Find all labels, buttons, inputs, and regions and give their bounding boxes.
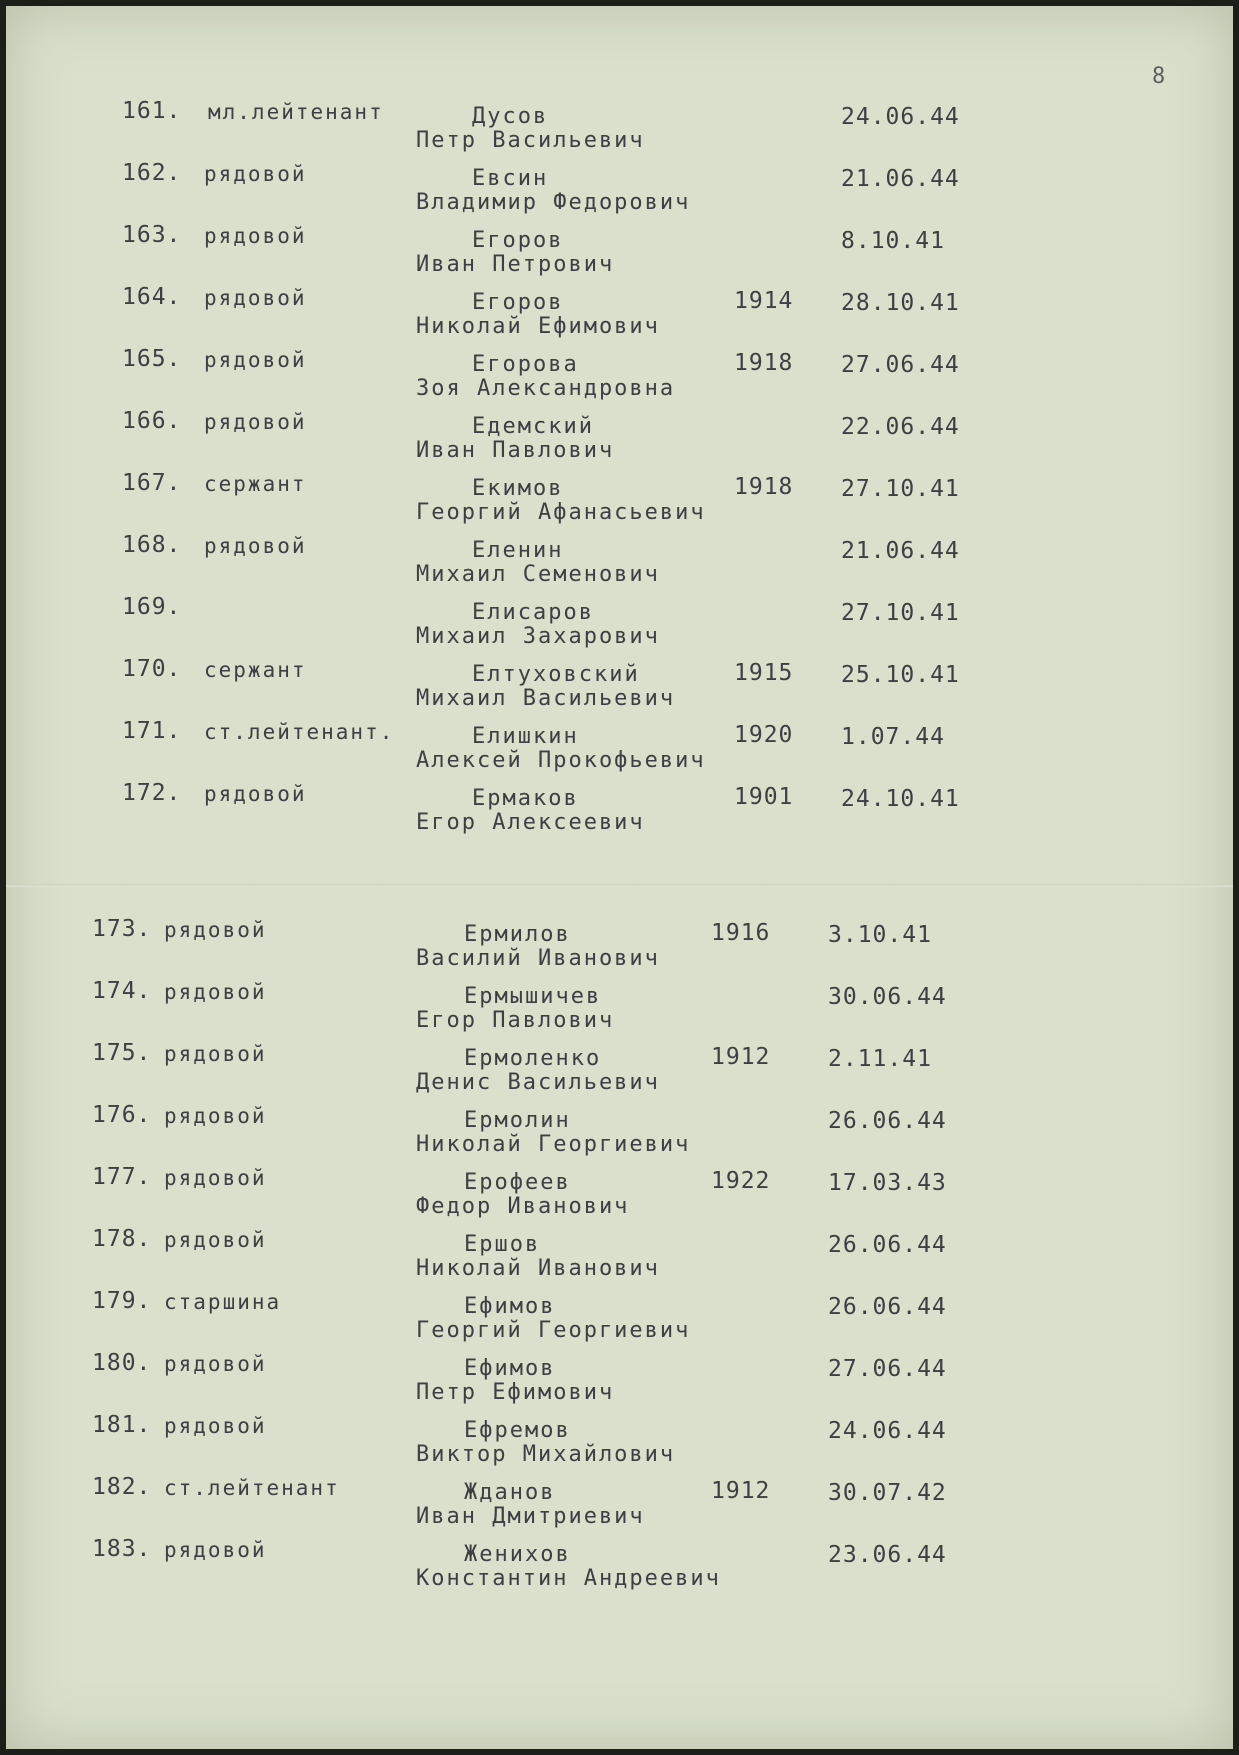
- entry-surname: Елишкин: [472, 724, 579, 749]
- roster-entry: [6, 1536, 1233, 1596]
- roster-entry: [6, 1412, 1233, 1472]
- entry-date: 27.06.44: [841, 352, 960, 378]
- entry-given-names: Иван Петрович: [416, 252, 615, 277]
- entry-number: 162.: [122, 160, 182, 186]
- document-page: [6, 6, 1233, 1749]
- roster-entry: [6, 718, 1233, 778]
- roster-entry: [6, 1164, 1233, 1224]
- roster-entry: [6, 408, 1233, 468]
- entry-number: 170.: [122, 656, 182, 682]
- roster-entry: [6, 978, 1233, 1038]
- entry-number: 164.: [122, 284, 182, 310]
- entry-date: 26.06.44: [828, 1232, 947, 1258]
- entry-number: 167.: [122, 470, 182, 496]
- roster-entry: [6, 1288, 1233, 1348]
- entry-surname: Жданов: [464, 1480, 556, 1505]
- entry-surname: Ефремов: [464, 1418, 571, 1443]
- entry-given-names: Денис Васильевич: [416, 1070, 660, 1095]
- entry-rank: сержант: [204, 472, 307, 496]
- entry-surname: Елтуховский: [472, 662, 640, 687]
- entry-number: 166.: [122, 408, 182, 434]
- roster-entry: [6, 160, 1233, 220]
- entry-birth-year: 1912: [711, 1478, 771, 1504]
- entry-surname: Еленин: [472, 538, 564, 563]
- entry-number: 161.: [122, 98, 182, 124]
- entry-surname: Ермаков: [472, 786, 579, 811]
- entry-rank: рядовой: [204, 162, 307, 186]
- entry-date: 30.06.44: [828, 984, 947, 1010]
- entry-date: 21.06.44: [841, 538, 960, 564]
- entry-number: 165.: [122, 346, 182, 372]
- roster-entry: [6, 1474, 1233, 1534]
- entry-rank: рядовой: [164, 1166, 267, 1190]
- entry-surname: Ерофеев: [464, 1170, 571, 1195]
- entry-number: 183.: [92, 1536, 152, 1562]
- entry-date: 27.10.41: [841, 600, 960, 626]
- entry-given-names: Егор Павлович: [416, 1008, 615, 1033]
- roster-entry: [6, 98, 1233, 158]
- roster-entry: [6, 470, 1233, 530]
- entry-surname: Евсин: [472, 166, 549, 191]
- entry-rank: рядовой: [164, 1538, 267, 1562]
- entry-rank: рядовой: [164, 1352, 267, 1376]
- roster-entry: [6, 916, 1233, 976]
- entry-surname: Егоров: [472, 290, 564, 315]
- roster-entry: [6, 346, 1233, 406]
- entry-given-names: Владимир Федорович: [416, 190, 691, 215]
- entry-rank: рядовой: [164, 918, 267, 942]
- entry-rank: рядовой: [164, 1414, 267, 1438]
- entry-number: 173.: [92, 916, 152, 942]
- entry-given-names: Иван Дмитриевич: [416, 1504, 645, 1529]
- entry-rank: рядовой: [164, 980, 267, 1004]
- entry-given-names: Егор Алексеевич: [416, 810, 645, 835]
- roster-entry: [6, 1350, 1233, 1410]
- entry-rank: рядовой: [164, 1042, 267, 1066]
- entry-number: 177.: [92, 1164, 152, 1190]
- entry-birth-year: 1914: [734, 288, 794, 314]
- entry-date: 2.11.41: [828, 1046, 932, 1072]
- entry-number: 182.: [92, 1474, 152, 1500]
- entry-surname: Ермышичев: [464, 984, 602, 1009]
- entry-birth-year: 1922: [711, 1168, 771, 1194]
- entry-number: 171.: [122, 718, 182, 744]
- entry-rank: ст.лейтенант: [164, 1476, 340, 1500]
- entry-rank: рядовой: [164, 1104, 267, 1128]
- entry-surname: Ершов: [464, 1232, 541, 1257]
- entry-surname: Ефимов: [464, 1356, 556, 1381]
- entry-number: 178.: [92, 1226, 152, 1252]
- entry-surname: Дусов: [472, 104, 549, 129]
- entry-given-names: Федор Иванович: [416, 1194, 630, 1219]
- entry-surname: Едемский: [472, 414, 594, 439]
- entry-date: 24.10.41: [841, 786, 960, 812]
- entry-date: 26.06.44: [828, 1108, 947, 1134]
- entry-given-names: Николай Иванович: [416, 1256, 660, 1281]
- entry-surname: Ермилов: [464, 922, 571, 947]
- entry-rank: мл.лейтенант: [208, 100, 384, 124]
- roster-entry: [6, 1040, 1233, 1100]
- paper-fold-line: [6, 884, 1233, 887]
- entry-surname: Ермоленко: [464, 1046, 602, 1071]
- entry-date: 8.10.41: [841, 228, 945, 254]
- roster-entry: [6, 594, 1233, 654]
- entry-number: 179.: [92, 1288, 152, 1314]
- entry-number: 176.: [92, 1102, 152, 1128]
- entry-surname: Ефимов: [464, 1294, 556, 1319]
- entry-rank: рядовой: [204, 286, 307, 310]
- entry-surname: Ермолин: [464, 1108, 571, 1133]
- entry-date: 23.06.44: [828, 1542, 947, 1568]
- roster-entry: [6, 284, 1233, 344]
- entry-date: 21.06.44: [841, 166, 960, 192]
- entry-number: 169.: [122, 594, 182, 620]
- entry-given-names: Иван Павлович: [416, 438, 615, 463]
- entry-date: 28.10.41: [841, 290, 960, 316]
- entry-birth-year: 1912: [711, 1044, 771, 1070]
- entry-date: 26.06.44: [828, 1294, 947, 1320]
- entry-rank: рядовой: [204, 348, 307, 372]
- entry-surname: Екимов: [472, 476, 564, 501]
- entry-date: 27.10.41: [841, 476, 960, 502]
- entry-given-names: Георгий Георгиевич: [416, 1318, 691, 1343]
- roster-entry: [6, 656, 1233, 716]
- entry-birth-year: 1915: [734, 660, 794, 686]
- entry-number: 172.: [122, 780, 182, 806]
- entry-rank: старшина: [164, 1290, 282, 1314]
- entry-birth-year: 1918: [734, 350, 794, 376]
- entry-rank: рядовой: [164, 1228, 267, 1252]
- entry-rank: рядовой: [204, 534, 307, 558]
- entry-number: 174.: [92, 978, 152, 1004]
- roster-entry: [6, 1226, 1233, 1286]
- entry-given-names: Константин Андреевич: [416, 1566, 721, 1591]
- entry-date: 3.10.41: [828, 922, 932, 948]
- entry-number: 168.: [122, 532, 182, 558]
- entry-rank: ст.лейтенант.: [204, 720, 395, 744]
- entry-date: 22.06.44: [841, 414, 960, 440]
- entry-given-names: Николай Георгиевич: [416, 1132, 691, 1157]
- roster-entry: [6, 532, 1233, 592]
- entry-date: 27.06.44: [828, 1356, 947, 1382]
- page-number: 8: [1152, 64, 1166, 89]
- entry-surname: Елисаров: [472, 600, 594, 625]
- entry-given-names: Михаил Васильевич: [416, 686, 676, 711]
- entry-given-names: Зоя Александровна: [416, 376, 676, 401]
- roster-entry: [6, 780, 1233, 840]
- entry-given-names: Николай Ефимович: [416, 314, 660, 339]
- entry-date: 30.07.42: [828, 1480, 947, 1506]
- entry-rank: рядовой: [204, 782, 307, 806]
- entry-date: 24.06.44: [841, 104, 960, 130]
- entry-given-names: Виктор Михайлович: [416, 1442, 676, 1467]
- entry-given-names: Василий Иванович: [416, 946, 660, 971]
- entry-rank: рядовой: [204, 410, 307, 434]
- entry-given-names: Георгий Афанасьевич: [416, 500, 706, 525]
- entry-given-names: Михаил Захарович: [416, 624, 660, 649]
- entry-birth-year: 1901: [734, 784, 794, 810]
- entry-number: 181.: [92, 1412, 152, 1438]
- entry-date: 1.07.44: [841, 724, 945, 750]
- roster-entry: [6, 1102, 1233, 1162]
- entry-date: 25.10.41: [841, 662, 960, 688]
- entry-given-names: Алексей Прокофьевич: [416, 748, 706, 773]
- entry-rank: рядовой: [204, 224, 307, 248]
- entry-surname: Женихов: [464, 1542, 571, 1567]
- entry-surname: Егорова: [472, 352, 579, 377]
- entry-birth-year: 1918: [734, 474, 794, 500]
- entry-number: 175.: [92, 1040, 152, 1066]
- entry-birth-year: 1920: [734, 722, 794, 748]
- entry-rank: сержант: [204, 658, 307, 682]
- entry-number: 180.: [92, 1350, 152, 1376]
- roster-entry: [6, 222, 1233, 282]
- entry-given-names: Петр Ефимович: [416, 1380, 615, 1405]
- entry-given-names: Михаил Семенович: [416, 562, 660, 587]
- entry-birth-year: 1916: [711, 920, 771, 946]
- entry-number: 163.: [122, 222, 182, 248]
- entry-date: 24.06.44: [828, 1418, 947, 1444]
- entry-date: 17.03.43: [828, 1170, 947, 1196]
- entry-given-names: Петр Васильевич: [416, 128, 645, 153]
- entry-surname: Егоров: [472, 228, 564, 253]
